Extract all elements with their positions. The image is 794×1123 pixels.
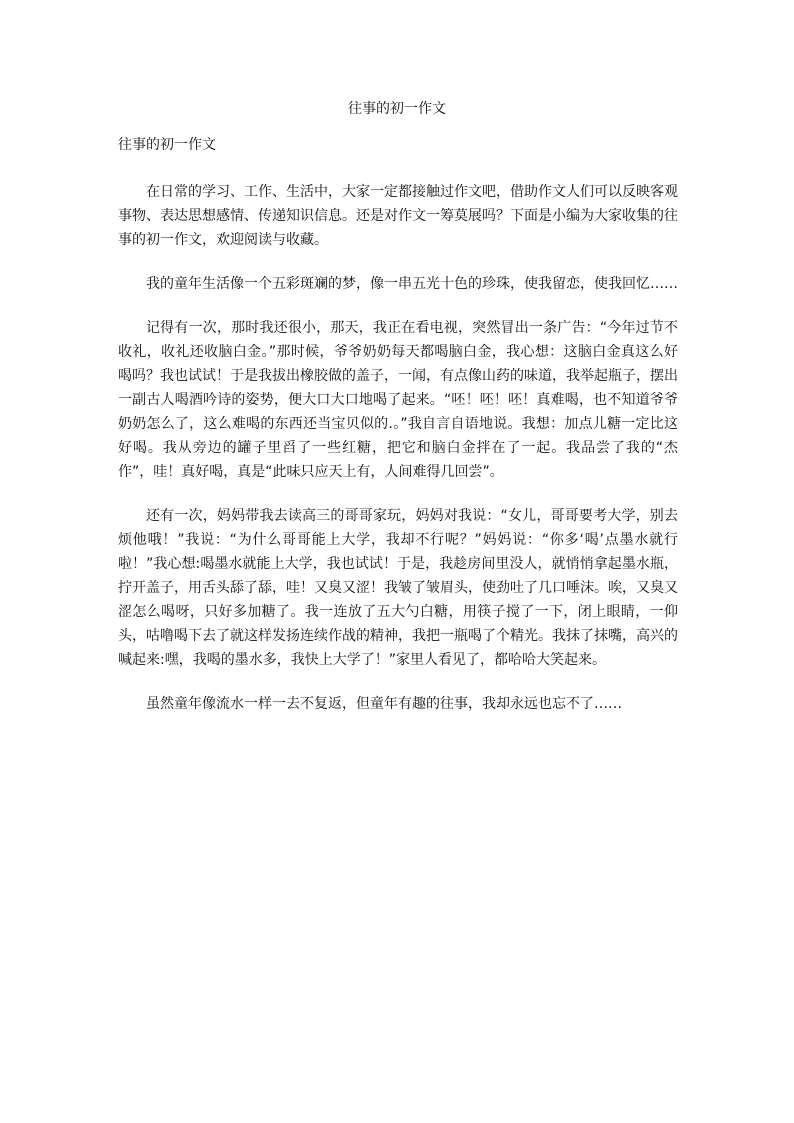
paragraph-intro: 在日常的学习、工作、生活中，大家一定都接触过作文吧，借助作文人们可以反映客观事物、表达思想感情、传递知识信息。还是对作文一筹莫展吗？下面是小编为大家收集的往事的初一作文，欢迎阅读与收藏。	[118, 184, 678, 248]
document-subtitle: 往事的初一作文	[118, 137, 216, 153]
document-title: 往事的初一作文	[348, 101, 446, 117]
paragraph-naobaijin-story: 记得有一次，那时我还很小，那天，我正在看电视，突然冒出一条广告：“今年过节不收礼，收礼还收脑白金。”那时候，爷爷奶奶每天都喝脑白金，我心想：这脑白金真这么好喝吗？我也试试！于是我拔出橡胶做的盖子，一闻，有点像山药的味道，我举起瓶子，摆出一副古人喝酒吟诗的姿势，便大口大口地喝了起来。“呸！呸！呸！真难喝，也不知道爷爷奶奶怎么了，这么难喝的东西还当宝贝似的.。”我自言自语地说。我想：加点儿糖一定比这好喝。我从旁边的罐子里舀了一些红糖，把它和脑白金拌在了一起。我品尝了我的“杰作”，哇！真好喝，真是“此味只应天上有，人间难得几回尝”。	[118, 320, 678, 480]
paragraph-childhood-dream: 我的童年生活像一个五彩斑斓的梦，像一串五光十色的珍珠，使我留恋，使我回忆……	[146, 276, 678, 292]
paragraph-conclusion: 虽然童年像流水一样一去不复返，但童年有趣的往事，我却永远也忘不了……	[146, 696, 622, 712]
document-body	[118, 180, 678, 736]
paragraph-ink-story: 还有一次，妈妈带我去读高三的哥哥家玩，妈妈对我说：“女儿，哥哥要考大学，别去烦他哦！”我说：“为什么哥哥能上大学，我却不行呢？”妈妈说：“你多‘喝’点墨水就行啦！”我心想:喝墨水就能上大学，我也试试！于是，我趁房间里没人，就悄悄拿起墨水瓶，拧开盖子，用舌头舔了舔，哇！又臭又涩！我皱了皱眉头，使劲吐了几口唾沫。唉，又臭又涩怎么喝呀，只好多加糖了。我一连放了五大勺白糖，用筷子搅了一下，闭上眼睛，一仰头，咕噜喝下去了就这样发扬连续作战的精神，我把一瓶喝了个精光。我抹了抹嘴，高兴的喊起来:嘿，我喝的墨水多，我快上大学了！”家里人看见了，都哈哈大笑起来。	[118, 508, 678, 668]
